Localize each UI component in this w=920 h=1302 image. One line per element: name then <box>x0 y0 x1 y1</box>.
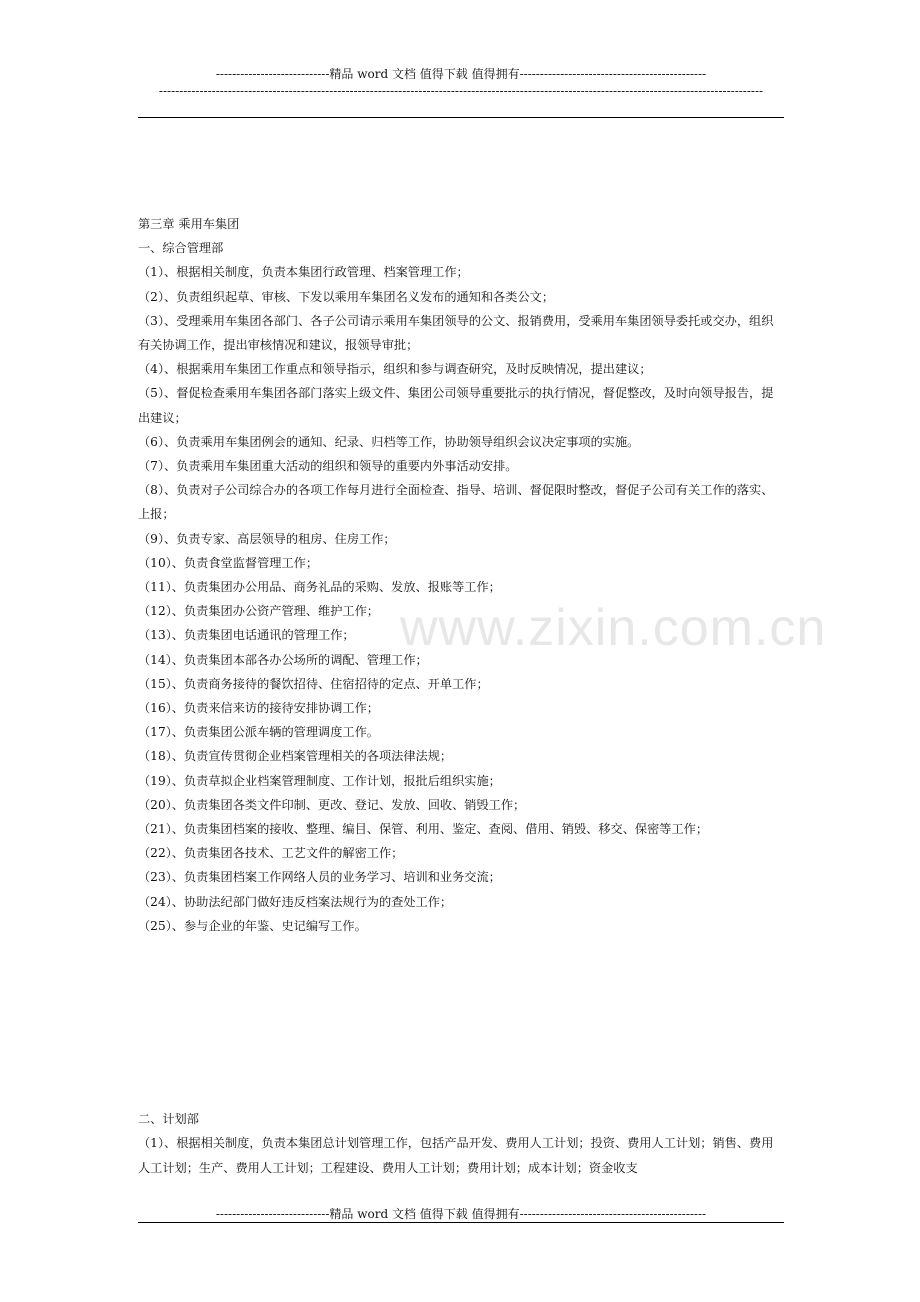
list-item: （1）、根据相关制度，负责本集团行政管理、档案管理工作； <box>138 265 469 280</box>
list-item: （13）、负责集团电话通讯的管理工作； <box>138 628 355 643</box>
chapter-title: 第三章 乘用车集团 <box>138 217 240 231</box>
list-item: （2）、负责组织起草、审核、下发以乘用车集团名义发布的通知和各类公文； <box>138 289 555 304</box>
list-item: （17）、负责集团公派车辆的管理调度工作。 <box>138 725 379 740</box>
list-item: （23）、负责集团档案工作网络人员的业务学习、培训和业务交流； <box>138 870 501 885</box>
list-item: （9）、负责专家、高层领导的租房、住房工作； <box>138 531 396 546</box>
list-item: （19）、负责草拟企业档案管理制度、工作计划，报批后组织实施； <box>138 773 501 788</box>
header-banner: ----------------------------精品 word 文档 值得下载 值得拥有---------------------------------------------- <box>215 67 707 81</box>
document-body <box>138 212 784 1180</box>
watermark: www.zixin.com.cn <box>400 599 827 657</box>
list-item: （25）、参与企业的年鉴、史记编写工作。 <box>138 918 367 933</box>
header-rule <box>138 117 784 118</box>
header-dash-line: ----------------------------------------------------------------------------------------------------------------------------------------------------- <box>158 84 764 98</box>
footer-rule <box>138 1222 784 1223</box>
list-item: （4）、根据乘用车集团工作重点和领导指示，组织和参与调查研究，及时反映情况，提出建议； <box>138 362 652 377</box>
list-item: （24）、协助法纪部门做好违反档案法规行为的查处工作； <box>138 894 453 909</box>
section1-list <box>138 260 784 938</box>
list-item: （15）、负责商务接待的餐饮招待、住宿招待的定点、开单工作； <box>138 676 489 691</box>
list-item: （6）、负责乘用车集团例会的通知、纪录、归档等工作，协助领导组织会议决定事项的实施。 <box>138 434 640 449</box>
section2-list <box>138 1131 784 1179</box>
list-item: （7）、负责乘用车集团重大活动的组织和领导的重要内外事活动安排。 <box>138 459 518 474</box>
list-item: （14）、负责集团本部各办公场所的调配、管理工作； <box>138 652 428 667</box>
page-header <box>138 66 784 100</box>
list-item: （20）、负责集团各类文件印制、更改、登记、发放、回收、销毁工作； <box>138 797 526 812</box>
section-title: 一、综合管理部 <box>138 241 224 256</box>
list-item: （3）、受理乘用车集团各部门、各子公司请示乘用车集团领导的公文、报销费用，受乘用车集团领导委托或交办，组织有关协调工作，提出审核情况和建议，报领导审批； <box>138 313 774 353</box>
list-item: （22）、负责集团各技术、工艺文件的解密工作； <box>138 846 404 861</box>
list-item: （12）、负责集团办公资产管理、维护工作； <box>138 604 379 619</box>
footer-banner: ----------------------------精品 word 文档 值得下载 值得拥有---------------------------------------------- <box>215 1207 707 1221</box>
list-item: （5）、督促检查乘用车集团各部门落实上级文件、集团公司领导重要批示的执行情况，督促整改，及时向领导报告，提出建议； <box>138 386 774 425</box>
list-item: （10）、负责食堂监督管理工作； <box>138 555 319 570</box>
list-item: （1）、根据相关制度，负责本集团总计划管理工作，包括产品开发、费用人工计划；投资、费用人工计划；销售、费用人工计划；生产、费用人工计划；工程建设、费用人工计划；费用计划；成本计划；资金收支 <box>138 1136 774 1175</box>
list-item: （21）、负责集团档案的接收、整理、编目、保管、利用、鉴定、查阅、借用、销毁、移交、保密等工作； <box>138 822 709 837</box>
blank-space <box>138 938 784 1107</box>
section-title: 二、计划部 <box>138 1112 199 1127</box>
list-item: （8）、负责对子公司综合办的各项工作每月进行全面检查、指导、培训、督促限时整改，督促子公司有关工作的落实、上报； <box>138 483 774 522</box>
list-item: （16）、负责来信来访的接待安排协调工作； <box>138 701 379 716</box>
list-item: （11）、负责集团办公用品、商务礼品的采购、发放、报账等工作； <box>138 580 501 595</box>
list-item: （18）、负责宣传贯彻企业档案管理相关的各项法律法规； <box>138 749 453 764</box>
